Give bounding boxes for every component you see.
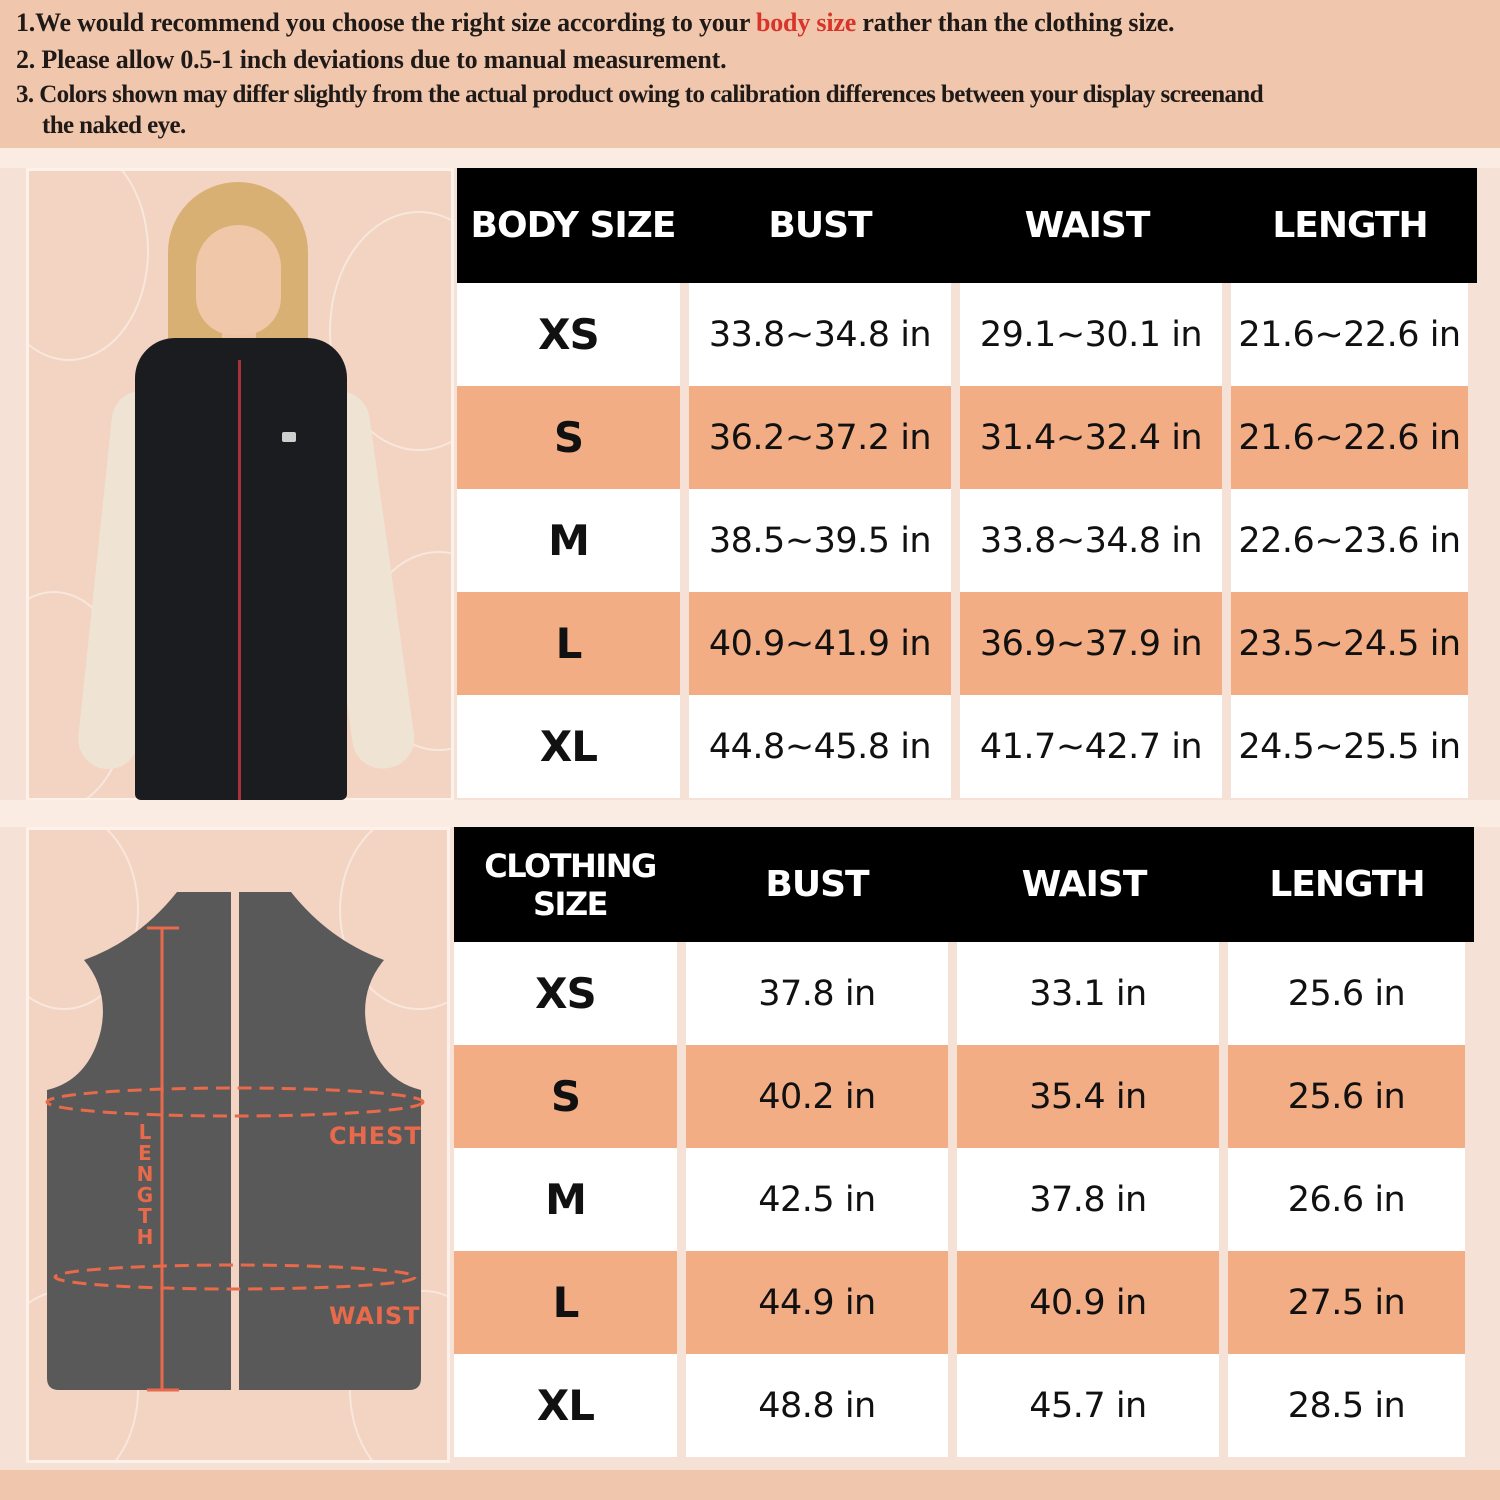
table-row: [457, 386, 1477, 489]
header-bust: BUST: [765, 864, 869, 905]
size-cell: XS: [457, 283, 680, 386]
length-cell: 21.6~22.6 in: [1231, 386, 1468, 489]
bust-cell: 48.8 in: [686, 1354, 948, 1457]
length-cell: 22.6~23.6 in: [1231, 489, 1468, 592]
waist-cell: 45.7 in: [957, 1354, 1219, 1457]
bust-cell: 40.2 in: [686, 1045, 948, 1148]
size-cell: L: [454, 1251, 677, 1354]
size-cell: S: [457, 386, 680, 489]
bust-cell: 44.8~45.8 in: [689, 695, 951, 798]
length-cell: 27.5 in: [1228, 1251, 1465, 1354]
table-row: [454, 1045, 1474, 1148]
waist-cell: 37.8 in: [957, 1148, 1219, 1251]
size-notes: [0, 0, 1500, 148]
footer-band: [0, 1470, 1500, 1500]
waist-cell: 40.9 in: [957, 1251, 1219, 1354]
body-size-highlight: body size: [756, 8, 857, 37]
note-deviation: 2. Please allow 0.5-1 inch deviations due to manual measurement.: [16, 45, 727, 74]
bust-cell: 33.8~34.8 in: [689, 283, 951, 386]
header-waist: WAIST: [1024, 205, 1150, 246]
length-cell: 25.6 in: [1228, 942, 1465, 1045]
model-photo: [26, 168, 454, 801]
bust-cell: 37.8 in: [686, 942, 948, 1045]
bust-cell: 42.5 in: [686, 1148, 948, 1251]
note-colors: 3. Colors shown may differ slightly from the actual product owing to calibration differences between your display screenand the naked eye.: [16, 81, 1264, 139]
note-body-size: 1.We would recommend you choose the right size according to your body size rather than the clothing size.: [16, 8, 1175, 37]
size-cell: M: [457, 489, 680, 592]
waist-cell: 29.1~30.1 in: [960, 283, 1222, 386]
header-body-size: BODY SIZE: [470, 205, 676, 246]
table-row: [457, 283, 1477, 386]
bust-cell: 44.9 in: [686, 1251, 948, 1354]
body-size-table-header: [457, 168, 1477, 283]
waist-cell: 41.7~42.7 in: [960, 695, 1222, 798]
waist-cell: 31.4~32.4 in: [960, 386, 1222, 489]
length-cell: 21.6~22.6 in: [1231, 283, 1468, 386]
size-cell: XL: [457, 695, 680, 798]
vest-diagram: [26, 827, 450, 1463]
table-row: [454, 1251, 1474, 1354]
length-label: LENGTH: [133, 1120, 157, 1246]
size-cell: XS: [454, 942, 677, 1045]
divider-band: [0, 148, 1500, 168]
waist-cell: 33.8~34.8 in: [960, 489, 1222, 592]
length-cell: 25.6 in: [1228, 1045, 1465, 1148]
length-cell: 24.5~25.5 in: [1231, 695, 1468, 798]
size-cell: XL: [454, 1354, 677, 1457]
waist-cell: 35.4 in: [957, 1045, 1219, 1148]
table-row: [457, 592, 1477, 695]
waist-cell: 36.9~37.9 in: [960, 592, 1222, 695]
body-size-table: [457, 168, 1477, 798]
table-row: [454, 1354, 1474, 1457]
waist-label: WAIST: [329, 1302, 421, 1330]
size-cell: S: [454, 1045, 677, 1148]
length-cell: 26.6 in: [1228, 1148, 1465, 1251]
table-row: [457, 489, 1477, 592]
header-length: LENGTH: [1272, 205, 1428, 246]
table-row: [457, 695, 1477, 798]
header-bust: BUST: [768, 205, 872, 246]
table-row: [454, 1148, 1474, 1251]
bust-cell: 36.2~37.2 in: [689, 386, 951, 489]
length-cell: 28.5 in: [1228, 1354, 1465, 1457]
divider-band: [0, 800, 1500, 827]
chest-label: CHEST: [329, 1122, 422, 1150]
waist-cell: 33.1 in: [957, 942, 1219, 1045]
bust-cell: 40.9~41.9 in: [689, 592, 951, 695]
header-clothing-size: CLOTHING SIZE: [484, 846, 656, 923]
header-waist: WAIST: [1021, 864, 1147, 905]
bust-cell: 38.5~39.5 in: [689, 489, 951, 592]
clothing-size-table-header: [454, 827, 1474, 942]
size-cell: M: [454, 1148, 677, 1251]
length-cell: 23.5~24.5 in: [1231, 592, 1468, 695]
size-cell: L: [457, 592, 680, 695]
table-row: [454, 942, 1474, 1045]
header-length: LENGTH: [1269, 864, 1425, 905]
clothing-size-table: [454, 827, 1474, 1457]
